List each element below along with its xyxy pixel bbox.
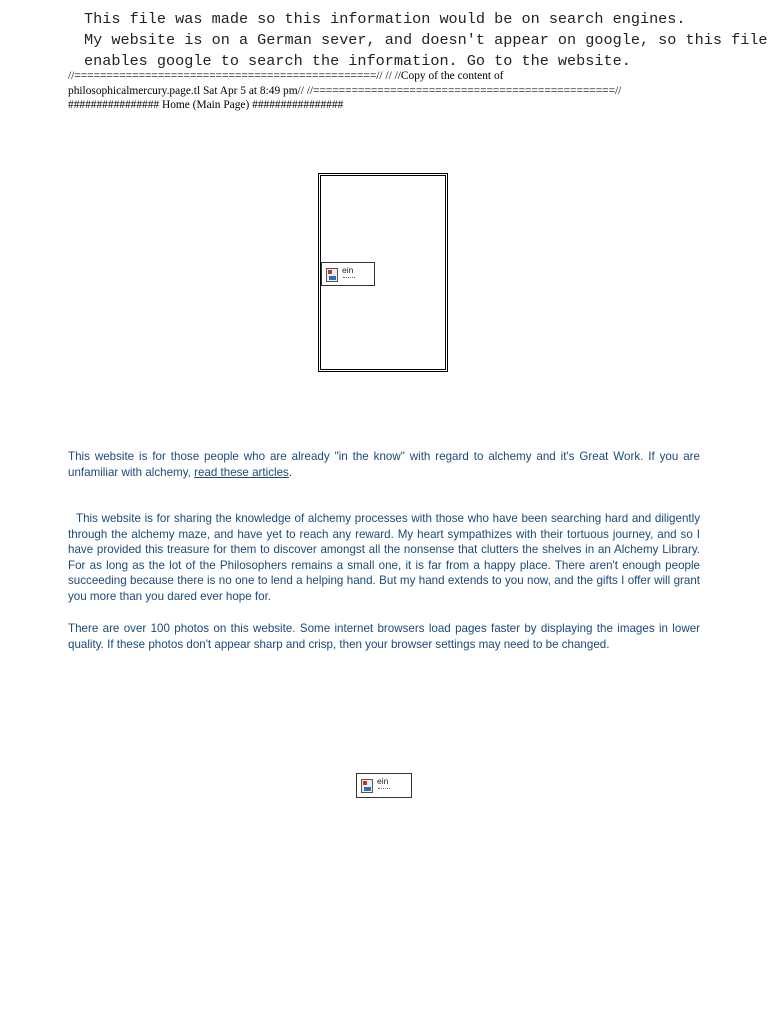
header-line-1: //===============================================// // //Copy of the content of	[68, 70, 504, 82]
paragraph-purpose: This website is for sharing the knowledge of alchemy processes with those who have been searching hard and diligently through the alchemy maze, and have yet to reach any reward. My heart sympathizes with their tortuous journey, and so I have provided this treasure for them to discover amongst all the nonsense that clutters the shelves in an Alchemy Library. For as long as the lot of the Philosophers remains a small one, it is far from a happy place. There aren't enough people succeeding because there is no one to lend a helping hand. But my hand extends to you now, and the gifts I offer will grant you more than you dared ever hope for.	[68, 512, 700, 603]
intro-line-2: My website is on a German sever, and doesn't appear on google, so this file	[84, 31, 768, 49]
header-line-2: philosophicalmercury.page.tl Sat Apr 5 at 8:49 pm// //===============================================//	[68, 84, 622, 97]
broken-image-bottom	[356, 773, 412, 798]
header-line-3: ################ Home (Main Page) ################	[68, 99, 344, 111]
paragraph-photos: There are over 100 photos on this website. Some internet browsers load pages faster by displaying the images in lower quality. If these photos don't appear sharp and crisp, then your browser settings may need to be changed.	[68, 622, 700, 651]
broken-image-icon	[361, 779, 373, 793]
intro-line-1: This file was made so this information would be on search engines.	[84, 10, 686, 28]
intro-line-3: enables google to search the information. Go to the website.	[84, 52, 631, 70]
image-alt-text: ein	[342, 265, 354, 275]
paragraph-intro-end: .	[288, 465, 293, 479]
paragraph-intro-text: This website is for those people who are already "in the know" with regard to alchemy and it's Great Work. If you are unfamiliar with alchemy,	[68, 450, 700, 479]
broken-image-icon	[326, 268, 338, 282]
read-articles-link[interactable]: read these articles	[194, 465, 289, 479]
image-alt-text: ein	[377, 776, 389, 786]
copy-header	[68, 69, 708, 113]
broken-image-top	[321, 262, 375, 286]
intro-notice	[84, 9, 768, 72]
paragraph-intro	[68, 449, 700, 480]
